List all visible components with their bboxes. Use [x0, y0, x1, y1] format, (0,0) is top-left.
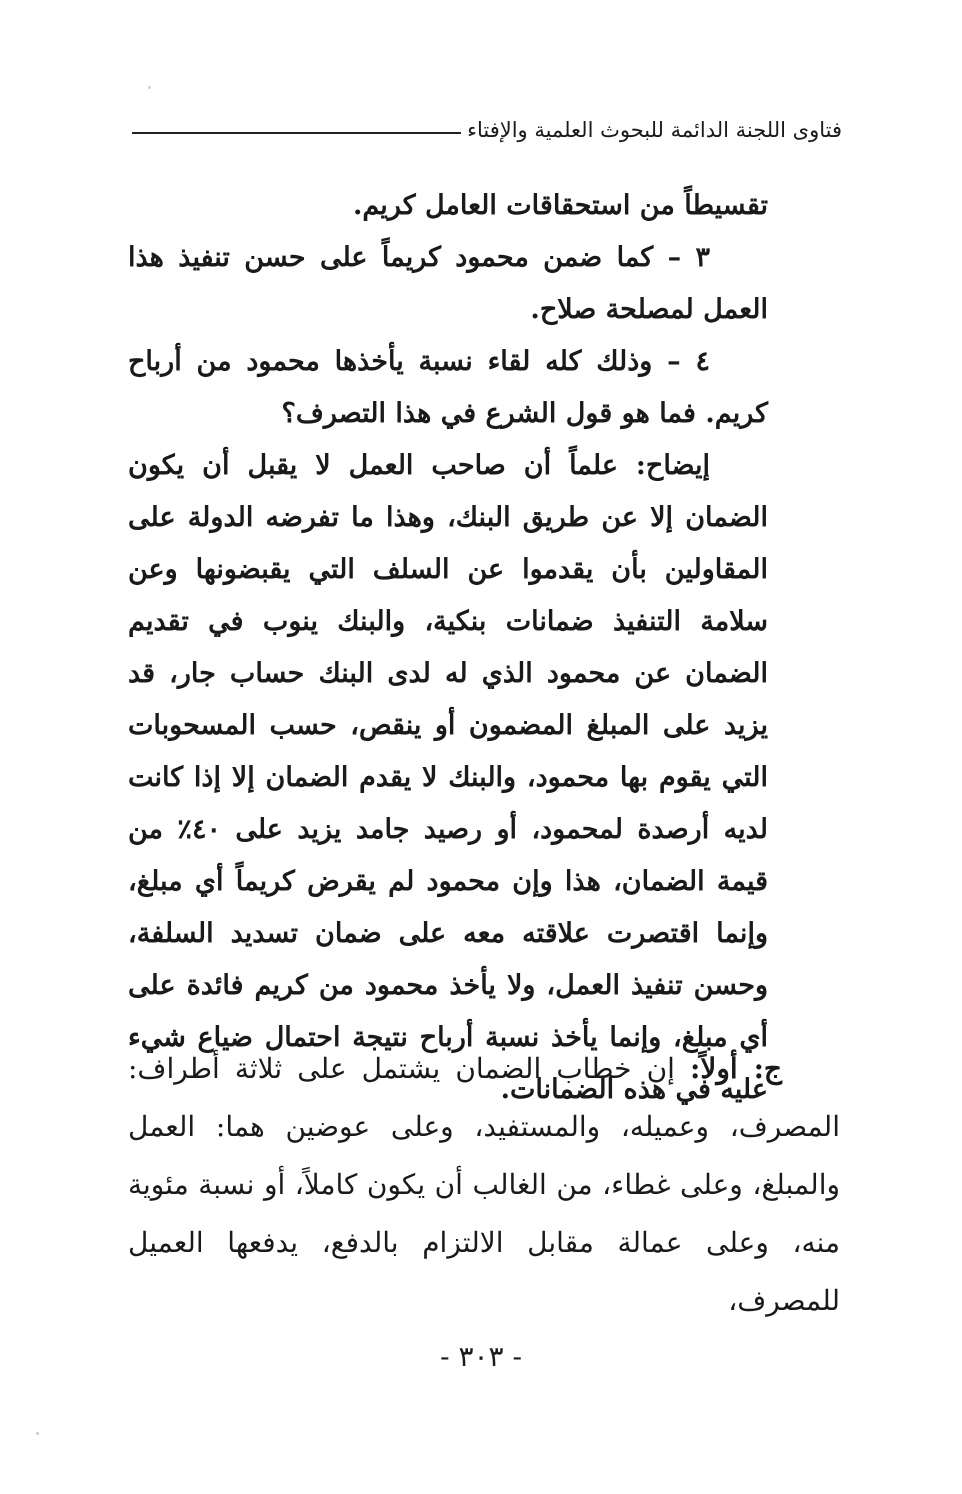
question-explanation: إيضاح: علماً أن صاحب العمل لا يقبل أن يكون الضمان إلا عن طريق البنك، وهذا ما تفرضه الدولة على المقاولين بأن يقدموا عن السلف التي يقبضونها وعن سلامة التنفيذ ضمانات بنكية، والبنك ينوب في تقديم الضمان عن محمود الذي له لدى البنك حساب جار، قد يزيد على المبلغ المضمون أو ينقص، حسب المسحوبات التي يقوم بها محمود، والبنك لا يقدم الضمان إلا إذا كانت لديه أرصدة لمحمود، أو رصيد جامد يزيد على ٤٠٪ من قيمة الضمان، هذا وإن محمود لم يقرض كريماً أي مبلغ، وإنما اقتصرت علاقته معه على ضمان تسديد السلفة، وحسن تنفيذ العمل، ولا يأخذ محمود من كريم فائدة على أي مبلغ، وإنما يأخذ نسبة أرباح نتيجة احتمال ضياع شيء عليه في هذه الضمانات.: [128, 450, 768, 1105]
question-block: [128, 180, 768, 1116]
answer-text: إن خطاب الضمان يشتمل على ثلاثة أطراف: المصرف، وعميله، والمستفيد، وعلى عوضين هما: العمل والمبلغ، وعلى غطاء، من الغالب أن يكون كاملاً، أو نسبة مئوية منه، وعلى عمالة مقابل الالتزام بالدفع، يدفعها العميل للمصرف،: [128, 1052, 840, 1317]
running-header: [132, 112, 842, 148]
answer-block: [128, 1040, 840, 1330]
answer-label: ج: أولاً:: [690, 1052, 782, 1085]
scan-speck: [148, 86, 151, 89]
question-item-4: ٤ – وذلك كله لقاء نسبة يأخذها محمود من أرباح كريم. فما هو قول الشرع في هذا التصرف؟: [128, 346, 768, 429]
scan-speck: [36, 1432, 39, 1435]
page-number: - ٣٠٣ -: [440, 1340, 522, 1373]
question-continuation: تقسيطاً من استحقاقات العامل كريم.: [352, 190, 768, 221]
header-rule: [132, 132, 461, 134]
answer-paragraph: [128, 1040, 840, 1330]
running-title: فتاوى اللجنة الدائمة للبحوث العلمية والإفتاء: [467, 118, 842, 142]
question-item-3: ٣ – كما ضمن محمود كريماً على حسن تنفيذ هذا العمل لمصلحة صلاح.: [128, 242, 768, 325]
